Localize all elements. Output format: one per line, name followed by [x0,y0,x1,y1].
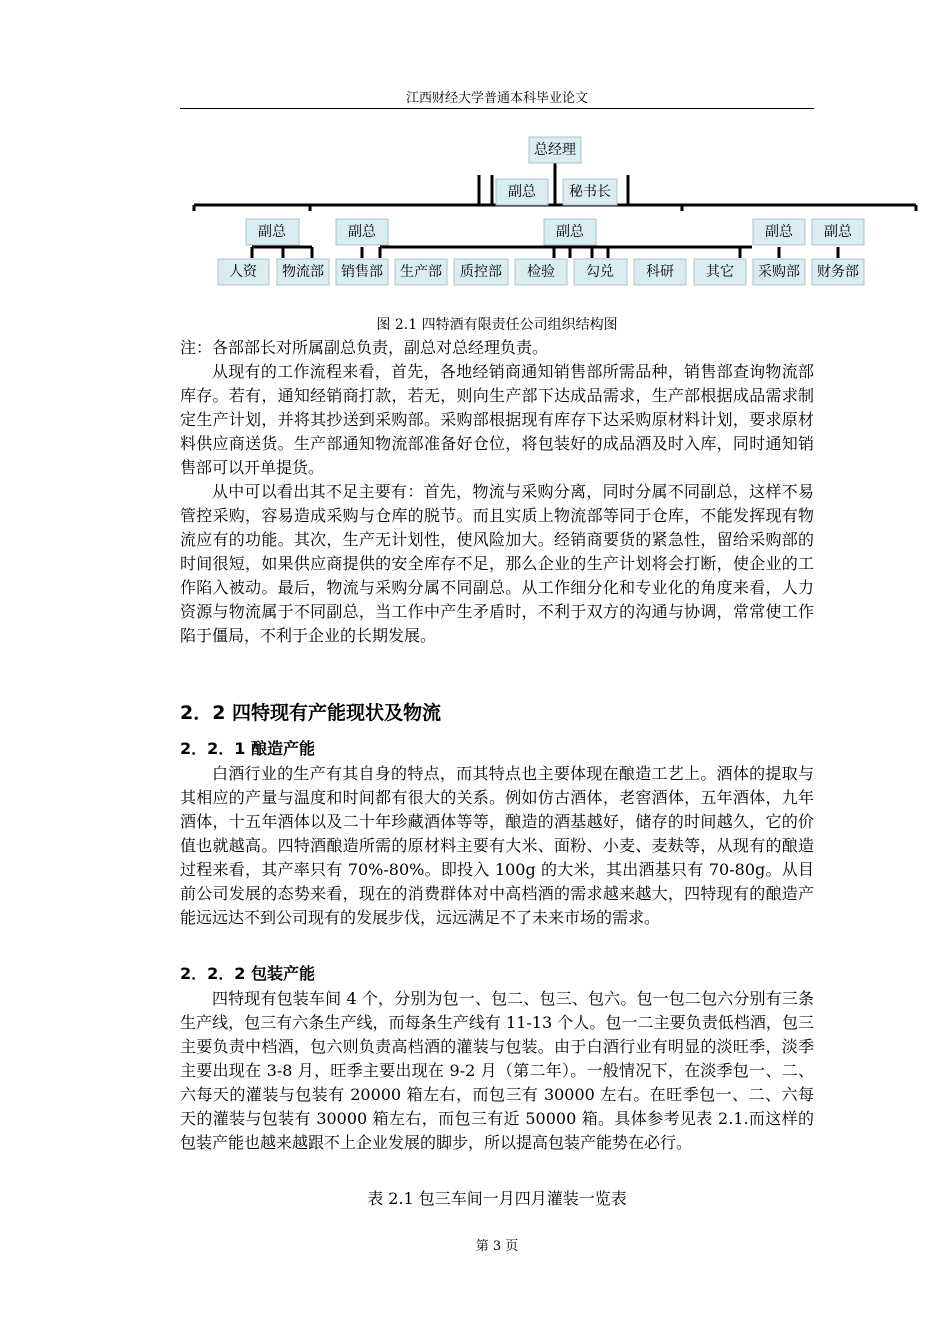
org-node-label: 副总 [348,224,376,240]
org-node-label: 检验 [527,264,555,280]
org-node-vp-1 [246,219,299,245]
org-node-label: 副总 [765,224,793,240]
body-section-3 [180,987,814,1155]
header-rule [180,108,814,109]
org-node-label: 科研 [646,264,674,280]
org-node-hr [218,259,269,285]
org-node-label: 副总 [824,224,852,240]
org-node-vp-3 [544,219,596,245]
org-node-label: 生产部 [400,264,442,280]
org-node-deputy-center [496,179,548,205]
org-node-label: 物流部 [282,264,324,280]
org-node-label: 质控部 [460,264,502,280]
org-node-label: 财务部 [817,264,859,280]
body-paragraph: 四特现有包装车间 4 个，分别为包一、包二、包三、包六。包一包二包六分别有三条生产线，包三有六条生产线，而每条生产线有 11-13 个人。包一二主要负责低档酒，包三主要负责中档酒，包六则负责高档酒的灌装与包装。由于白酒行业有明显的淡旺季，淡季主要出现在 3-8 月，旺季主要出现在 9-2 月（第二年）。一般情况下，在淡季包一、二、六每天的灌装与包装有 20000 箱左右，而包三有 30000 左右。在旺季包一、二、六每天的灌装与包装有 30000 箱左右，而包三有近 50000 箱。具体参考见表 2.1.而这样的包装产能也越来越跟不上企业发展的脚步，所以提高包装产能势在必行。 [180,989,814,1152]
org-node-label: 副总 [556,224,584,240]
org-node-quality [454,259,508,285]
org-node-label: 勾兑 [586,264,614,280]
org-node-secretary [563,179,617,205]
org-node-research [634,259,686,285]
org-node-general-manager [529,137,581,163]
org-node-label: 副总 [508,184,536,200]
org-node-other [694,259,746,285]
org-node-label: 采购部 [758,264,800,280]
body-paragraph: 从中可以看出其不足主要有：首先，物流与采购分离，同时分属不同副总，这样不易管控采购，容易造成采购与仓库的脱节。而且实质上物流部等同于仓库，不能发挥现有物流应有的功能。其次，生产无计划性，使风险加大。经销商要货的紧急性，留给采购部的时间很短，如果供应商提供的安全库存不足，那么企业的生产计划将会打断，使企业的工作陷入被动。最后，物流与采购分属不同副总。从工作细分化和专业化的角度来看，人力资源与物流属于不同副总，当工作中产生矛盾时，不利于双方的沟通与协调，常常使工作陷于僵局，不利于企业的长期发展。 [180,482,814,645]
org-node-blending [574,259,627,285]
section-heading-2-2-2: 2．2．2 包装产能 [180,964,315,983]
org-node-label: 销售部 [341,264,383,280]
org-node-label: 人资 [229,264,257,280]
org-node-sales [336,259,388,285]
org-node-logistics [277,259,329,285]
org-node-production [395,259,447,285]
org-node-label: 其它 [706,264,734,280]
org-node-inspection [515,259,567,285]
page-number: 第 3 页 [475,1239,519,1254]
org-node-vp-2 [336,219,388,245]
org-node-vp-4 [753,219,805,245]
body-paragraph: 从现有的工作流程来看，首先，各地经销商通知销售部所需品种，销售部查询物流部库存。若有，通知经销商打款，若无，则向生产部下达成品需求，生产部根据成品需求制定生产计划，并将其抄送到采购部。采购部根据现有库存下达采购原材料计划，要求原材料供应商送货。生产部通知物流部准备好仓位，将包装好的成品酒及时入库，同时通知销售部可以开单提货。 [180,362,814,477]
body-section-1 [180,336,814,648]
body-section-2 [180,762,814,930]
org-node-finance [812,259,864,285]
org-node-label: 总经理 [534,142,576,158]
org-node-purchasing [753,259,805,285]
org-node-label: 秘书长 [569,184,611,200]
org-node-label: 副总 [258,224,286,240]
section-heading-2-2: 2．2 四特现有产能现状及物流 [180,702,442,724]
body-paragraph: 白酒行业的生产有其自身的特点，而其特点也主要体现在酿造工艺上。酒体的提取与其相应的产量与温度和时间都有很大的关系。例如仿古酒体，老窖酒体，五年酒体，九年酒体，十五年酒体以及二十年珍藏酒体等等，酿造的酒基越好，储存的时间越久，它的价值也就越高。四特酒酿造所需的原材料主要有大米、面粉、小麦、麦麸等，从现有的酿造过程来看，其产率只有 70%-80%。即投入 100g 的大米，其出酒基只有 70-80g。从目前公司发展的态势来看，现在的消费群体对中高档酒的需求越来越大，四特现有的酿造产能远远达不到公司现有的发展步伐，远远满足不了未来市场的需求。 [180,764,814,927]
note-paragraph: 注：各部部长对所属副总负责，副总对总经理负责。 [180,338,549,357]
org-node-vp-5 [812,219,864,245]
page-header: 江西财经大学普通本科毕业论文 [405,91,588,106]
section-heading-2-2-1: 2．2．1 酿造产能 [180,739,315,758]
figure-caption: 图 2.1 四特酒有限责任公司组织结构图 [376,317,618,333]
table-caption: 表 2.1 包三车间一月四月灌装一览表 [367,1189,627,1208]
org-chart [0,125,950,300]
